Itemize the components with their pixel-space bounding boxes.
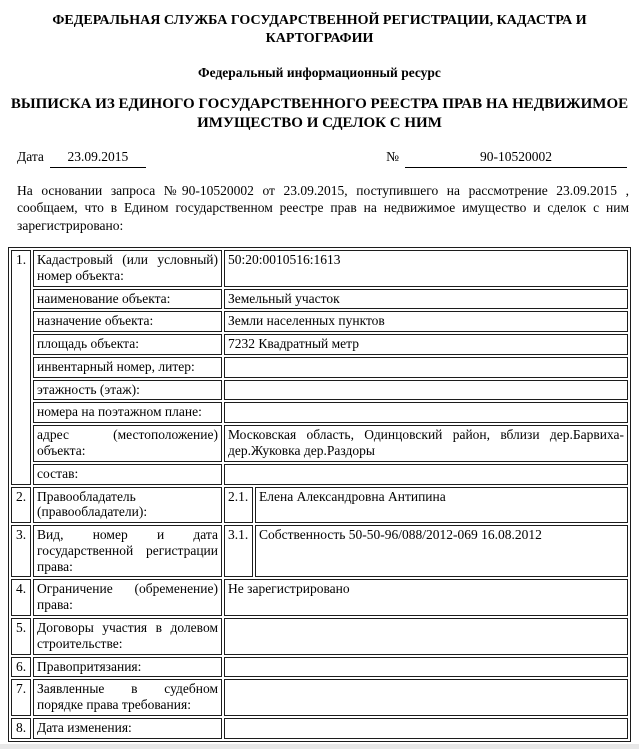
row-label: этажность (этаж): xyxy=(33,380,222,401)
row-label: площадь объекта: xyxy=(33,334,222,355)
row-value: Собственность 50-50-96/088/2012-069 16.08.2012 xyxy=(255,525,628,577)
table-row xyxy=(11,579,628,616)
date-label: Дата xyxy=(17,148,44,164)
intro-paragraph: На основании запроса №90-10520002 от 23.09.2015, поступившего на рассмотрение 23.09.2015 , сообщаем, что в Едином государственном реестре прав на недвижимое имущество и сделок с ним зарегистрировано: xyxy=(17,182,629,234)
number-value: 90-10520002 xyxy=(405,149,627,168)
row-label: наименование объекта: xyxy=(33,289,222,310)
table-row xyxy=(11,289,628,310)
row-value: Московская область, Одинцовский район, вблизи дер.Барвиха-дер.Жуковка дер.Раздоры xyxy=(224,425,628,462)
date-group xyxy=(17,149,146,168)
table-row xyxy=(11,334,628,355)
document-number-group xyxy=(386,149,627,168)
table-row xyxy=(11,402,628,423)
number-label: № xyxy=(386,148,399,164)
meta-line xyxy=(17,149,627,168)
row-label: Договоры участия в долевом строительстве: xyxy=(33,618,222,655)
rights-table-body xyxy=(11,250,628,739)
row-number: 8. xyxy=(11,718,31,739)
row-value: Не зарегистрировано xyxy=(224,579,628,616)
table-row xyxy=(11,250,628,287)
table-row xyxy=(11,311,628,332)
table-row xyxy=(11,679,628,716)
row-label: адрес (местоположение) объекта: xyxy=(33,425,222,462)
table-row xyxy=(11,464,628,485)
row-label: назначение объекта: xyxy=(33,311,222,332)
row-value: Земельный участок xyxy=(224,289,628,310)
row-label: Дата изменения: xyxy=(33,718,222,739)
table-row xyxy=(11,525,628,577)
date-value: 23.09.2015 xyxy=(50,149,146,168)
row-value xyxy=(224,679,628,716)
row-label: Вид, номер и дата государственной регистрации права: xyxy=(33,525,222,577)
row-number: 6. xyxy=(11,657,31,678)
resource-subtitle: Федеральный информационный ресурс xyxy=(198,65,441,80)
row-value xyxy=(224,618,628,655)
row-label: инвентарный номер, литер: xyxy=(33,357,222,378)
row-value xyxy=(224,464,628,485)
row-value xyxy=(224,402,628,423)
row-number: 4. xyxy=(11,579,31,616)
row-label: Заявленные в судебном порядке права требования: xyxy=(33,679,222,716)
row-label: Правообладатель (правообладатели): xyxy=(33,487,222,524)
table-row xyxy=(11,357,628,378)
row-label: Правопритязания: xyxy=(33,657,222,678)
agency-name: ФЕДЕРАЛЬНАЯ СЛУЖБА ГОСУДАРСТВЕННОЙ РЕГИСТРАЦИИ, КАДАСТРА И КАРТОГРАФИИ xyxy=(52,13,587,46)
table-row xyxy=(11,380,628,401)
row-label: Кадастровый (или условный) номер объекта: xyxy=(33,250,222,287)
row-value: Земли населенных пунктов xyxy=(224,311,628,332)
page-bottom-edge xyxy=(0,744,639,749)
row-value xyxy=(224,380,628,401)
row-number: 2. xyxy=(11,487,31,524)
row-number: 5. xyxy=(11,618,31,655)
row-label: Ограничение (обременение) права: xyxy=(33,579,222,616)
table-row xyxy=(11,487,628,524)
row-number: 3. xyxy=(11,525,31,577)
row-value xyxy=(224,657,628,678)
row-label: состав: xyxy=(33,464,222,485)
row-label: номера на поэтажном плане: xyxy=(33,402,222,423)
table-row xyxy=(11,718,628,739)
table-row xyxy=(11,618,628,655)
row-value: Елена Александровна Антипина xyxy=(255,487,628,524)
row-value xyxy=(224,718,628,739)
row-value: 50:20:0010516:1613 xyxy=(224,250,628,287)
row-value xyxy=(224,357,628,378)
row-number: 1. xyxy=(11,250,31,485)
table-row xyxy=(11,425,628,462)
document-title: ВЫПИСКА ИЗ ЕДИНОГО ГОСУДАРСТВЕННОГО РЕЕСТРА ПРАВ НА НЕДВИЖИМОЕ ИМУЩЕСТВО И СДЕЛОК С НИМ xyxy=(10,96,629,131)
rights-table xyxy=(8,247,631,742)
row-value: 7232 Квадратный метр xyxy=(224,334,628,355)
row-subnumber: 2.1. xyxy=(224,487,253,524)
row-subnumber: 3.1. xyxy=(224,525,253,577)
table-row xyxy=(11,657,628,678)
row-number: 7. xyxy=(11,679,31,716)
